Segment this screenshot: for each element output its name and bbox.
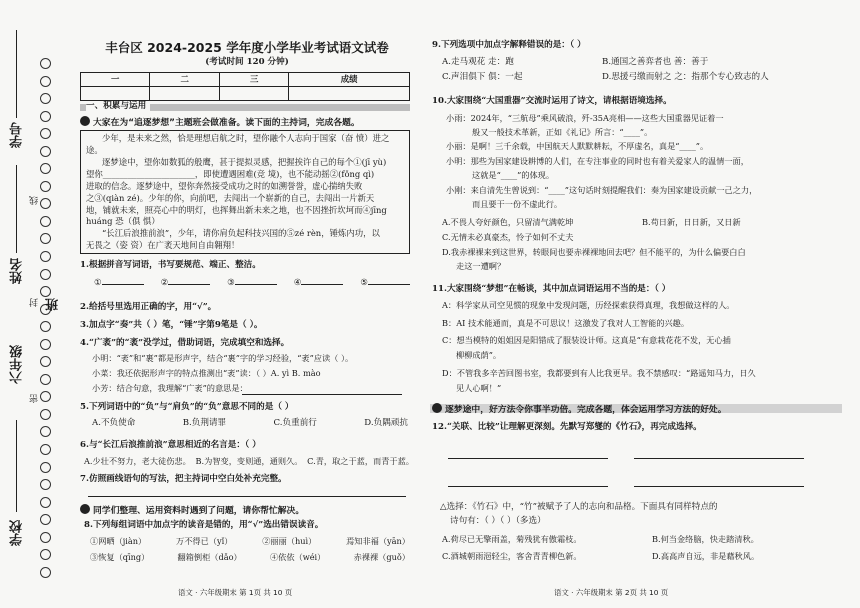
poem-line-3[interactable]: [448, 486, 608, 487]
q12-option-b[interactable]: B.何当金络脑，快走踏清秋。: [652, 534, 759, 544]
score-header-1: 一: [81, 73, 150, 87]
passage-line: 进取的信念。逐梦途中，望你奔然接受成功之时的如溯誉誉，虚心揣纳失败: [86, 180, 363, 191]
score-header-3: 三: [219, 73, 288, 87]
score-header-2: 二: [150, 73, 219, 87]
question-9: 9.下列选项中加点字解释错误的是：（ ）: [432, 40, 586, 50]
q11-option-d-cont: 见人心啊！”: [456, 383, 502, 393]
score-cell-2[interactable]: [150, 87, 219, 101]
passage-line: “长江后浪推前浪”，少年，请你肩负起科技兴国的⑤zé rèn，锤炼内功，以: [102, 228, 380, 239]
q10-dialogue: 般又一般技术革新，正如《礼记》所言：“____”。: [472, 127, 653, 137]
q12-select-prompt: △选择：《竹石》中，“竹”被赋予了人的志向和品格。下面具有同样特点的: [440, 502, 718, 512]
q9-option-d[interactable]: D.思援弓缴而射之 之：指那个专心致志的人: [602, 72, 769, 82]
q10-dialogue: 小刚：来自清先生曾说到：“____”这句话时刻提醒我们：奏为国家建设贡献一己之力，: [446, 185, 758, 195]
class-label: 班: [46, 298, 61, 311]
q8-row: [90, 552, 410, 563]
question-4: 4.“广袤”的“袤”没学过，借助词语，完成填空和选择。: [80, 338, 290, 348]
q4-line: 小明：“袤”和“裹”都是形声字，结合“裹”字的学习经验，“袤”应读（ ）。: [92, 353, 354, 363]
question-12: 12.“关联、比较”让理解更深刻。先默写郑燮的《竹石》，再完成选择。: [432, 422, 702, 432]
right-page: [428, 0, 846, 608]
dream-icon: [80, 116, 90, 126]
q6-options: [84, 456, 414, 467]
section1-banner: [80, 116, 360, 130]
question-1: 1.根据拼音写词语，书写要规范、端正、整洁。: [80, 260, 261, 270]
q12-option-a[interactable]: A.荷尽已无擎雨盖，菊残犹有傲霜枝。: [442, 534, 582, 544]
name-label: 姓名: [10, 258, 25, 284]
binding-strip: [0, 0, 62, 608]
student-no-line: [16, 30, 17, 118]
q4-answer-line[interactable]: [242, 394, 402, 395]
q10-option-d[interactable]: D.我赤裸裸来到这世界，转眼间也要赤裸裸地回去吧？但不能平的，为什么偏要白白: [442, 247, 746, 257]
section-heading: 一、积累与运用: [86, 101, 150, 113]
q6-option[interactable]: B.为智变，变则通，通则久。: [195, 456, 303, 466]
question-10: 10.大家围绕“大国重器”交流时运用了诗文，请根据语境选择。: [432, 96, 672, 106]
passage-line: 逐梦途中，望你如数狐的般鹰，甚于提拟灵感，把握挨许自己的每个①(jī yù): [102, 156, 387, 167]
q10-option-b[interactable]: B.苟日新，日日新，又日新: [642, 217, 741, 227]
q7-answer-line[interactable]: [88, 496, 406, 497]
q12-select-prompt-cont: 诗句有：（ ）（ ）（多选）: [450, 516, 546, 526]
q8-row: [90, 536, 410, 547]
q8-item[interactable]: ③恢复（qīng）: [90, 552, 150, 562]
binding-holes: [40, 58, 52, 578]
passage-line: 少年，是未来之然，恰是理想启航之时，望你融个人志向于国家（奋 愤）进之途。: [86, 133, 390, 155]
cut-mark-line: 线: [30, 196, 40, 205]
page-footer-right: 语文 · 六年级期末 第 2页 共 10 页: [554, 588, 669, 597]
section2-banner: [80, 504, 304, 518]
section1-banner-text: 大家在为“追逐梦想”主题班会做准备。读下面的主持词，完成各题。: [93, 118, 360, 128]
question-5: 5.下列词语中的“负”与“肩负”的“负”意思不同的是（ ）: [80, 402, 294, 412]
exam-title: 丰台区 2024-2025 学年度小学毕业考试语文试卷: [105, 40, 389, 55]
page-footer-left: 语文 · 六年级期末 第 1页 共 10 页: [178, 588, 293, 597]
q8-item[interactable]: ②丽丽（huì）: [262, 536, 317, 546]
question-7: 7.仿照画线语句的写法，把主持词中空白处补充完整。: [80, 474, 287, 484]
poem-line-1[interactable]: [448, 458, 608, 459]
q10-option-a[interactable]: A.不畏人夸好颜色，只留清气满乾坤: [442, 217, 574, 227]
section3-banner: [432, 403, 727, 417]
grade-label: 六年级: [10, 345, 25, 384]
q5-option[interactable]: D.负隅顽抗: [364, 418, 408, 428]
q5-option[interactable]: A.不负使命: [92, 418, 136, 428]
q8-item[interactable]: 赤裸裸（guǒ）: [353, 552, 410, 562]
score-table: [80, 72, 410, 101]
q8-item[interactable]: ④依依（wéi）: [269, 552, 326, 562]
cut-mark-sealed: 密: [30, 394, 40, 403]
method-icon: [432, 403, 442, 413]
q1-blanks: [94, 278, 410, 290]
section2-banner-text: 同学们整理、运用资料时遇到了问题，请你帮忙解决。: [93, 506, 305, 516]
q10-dialogue: 小明：那些为国家建设耕博的人们，在专注事业的同时也有着关爱家人的温情一面，: [446, 156, 749, 166]
student-no-label: 学号: [10, 122, 25, 148]
q4-line: 小菜：我还依据形声字的特点推测出“袤”读：（ ）A. yì B. mào: [92, 368, 321, 378]
q10-option-c[interactable]: C.无情未必真豪杰，怜子如何不丈夫: [442, 232, 574, 242]
triangle-icon: △: [440, 502, 447, 512]
poem-line-4[interactable]: [634, 486, 804, 487]
q5-option[interactable]: B.负荆请罪: [182, 418, 227, 428]
question-6: 6.与“长江后浪推前浪”意思相近的名言是：（ ）: [80, 440, 261, 450]
exam-duration: (考试时间 120 分钟): [205, 57, 289, 67]
q8-item[interactable]: ①网晒（jiàn）: [90, 536, 147, 546]
q10-dialogue: 这就是“____”的体现。: [472, 170, 555, 180]
school-line: [16, 420, 17, 512]
passage-line: huáng 恐（俱 惧）: [86, 216, 160, 227]
question-8: 8.下列每组词语中加点字的读音是错的，用“√”选出错误读音。: [84, 520, 324, 530]
passage-line: 之③(qiàn zé)。少年的你，向前吧，去闯出一个崭新的自己，去闯出一片新天: [86, 192, 375, 203]
q9-option-c[interactable]: C.声泪俱下 俱：一起: [442, 72, 523, 82]
score-cell-1[interactable]: [81, 87, 150, 101]
q11-option-d[interactable]: D：不管我多辛苦回图书室，我都要到有人比我更早。我不禁感叹：“路遥知马力，日久: [442, 368, 756, 378]
q12-option-c[interactable]: C.酒城朝雨浥轻尘，客舍青青柳色新。: [442, 551, 582, 561]
q8-item[interactable]: 翻箱倒柜（dǎo）: [177, 552, 242, 562]
q10-dialogue: 小丽：是啊！三千余载，中国航天人默默耕耘，不厚虚名，真是“____”。: [446, 141, 709, 151]
q5-options: [92, 418, 408, 430]
cut-mark-seal: 封: [30, 298, 40, 307]
q1-blank[interactable]: ①: [94, 278, 144, 290]
passage-line: 地，铺就未来，照亮心中的明灯，也挥舞出新未来之地，也不因挫折坎坷而④jīng: [86, 204, 387, 215]
q6-option[interactable]: C.青，取之于蓝，而青于蓝。: [307, 456, 414, 466]
passage-line: 望你______________________，即使遭遇困难(竞 境)，也不能动摇②(fǒng qì): [86, 168, 375, 179]
question-2: 2.给括号里选用正确的字，用“√”。: [80, 302, 217, 312]
q8-item[interactable]: 万不得已（yǐ）: [176, 536, 233, 546]
q11-option-b[interactable]: B：AI 技术能通而，真是不可思议！这激发了我对人工智能的兴趣。: [442, 318, 690, 328]
q11-option-a[interactable]: A：科学家从司空见惯的现象中发现问题，历经探索获得真理，我想做这样的人。: [442, 300, 735, 310]
school-label: 学校: [10, 520, 25, 546]
q5-option[interactable]: C.负重前行: [273, 418, 317, 428]
q4-line: 小芳：结合句意，我理解“广袤”的意思是：: [92, 383, 248, 393]
name-line: [16, 165, 17, 253]
q8-item[interactable]: 焉知非福（yān）: [346, 536, 410, 546]
q11-option-c[interactable]: C：想当模特的姐姐因是阳错成了服装设计师。这真是“有意栽花花不发，无心插: [442, 335, 731, 345]
q1-blank[interactable]: ③: [227, 278, 277, 290]
passage-line: 无畏之（姿 资）在广袤天地间自由翱翔！: [86, 240, 240, 251]
q1-blank[interactable]: ②: [161, 278, 211, 290]
q1-blank[interactable]: ⑤: [360, 278, 410, 290]
q10-dialogue: 小雨：2024年，“三航母”乘风破浪，歼-35A亮相——这些大国重器见证着一: [446, 113, 724, 123]
q1-blank[interactable]: ④: [294, 278, 344, 290]
score-cell-3[interactable]: [219, 87, 288, 101]
q9-option-b[interactable]: B.通国之善弈者也 善：善于: [602, 57, 709, 67]
score-header-total: 成绩: [289, 73, 410, 87]
score-cell-total[interactable]: [289, 87, 410, 101]
helper-icon: [80, 504, 90, 514]
host-speech-passage: [80, 130, 410, 254]
section3-banner-text: 逐梦途中，好方法令你事半功倍。完成各题，体会运用学习方法的好处。: [445, 405, 727, 415]
question-11: 11.大家围绕“梦想”在畅谈，其中加点词语运用不当的是：（ ）: [432, 284, 671, 294]
q10-option-d-cont: 走这一遭啊？: [456, 261, 506, 271]
poem-line-2[interactable]: [634, 458, 804, 459]
q11-option-c-cont: 柳柳成荫”。: [456, 350, 502, 360]
q12-option-d[interactable]: D.高高声自远，非是藉秋风。: [652, 551, 760, 561]
left-page: [74, 0, 420, 608]
q9-option-a[interactable]: A.走马观花 走：跑: [442, 57, 514, 67]
q10-dialogue: 而且要干一份不虚此行。: [472, 199, 563, 209]
q6-option[interactable]: A.少壮不努力，老大徒伤悲。: [84, 456, 191, 466]
question-3: 3.加点字“奏”共（ ）笔，“锤”字第9笔是（ ）。: [80, 320, 263, 330]
